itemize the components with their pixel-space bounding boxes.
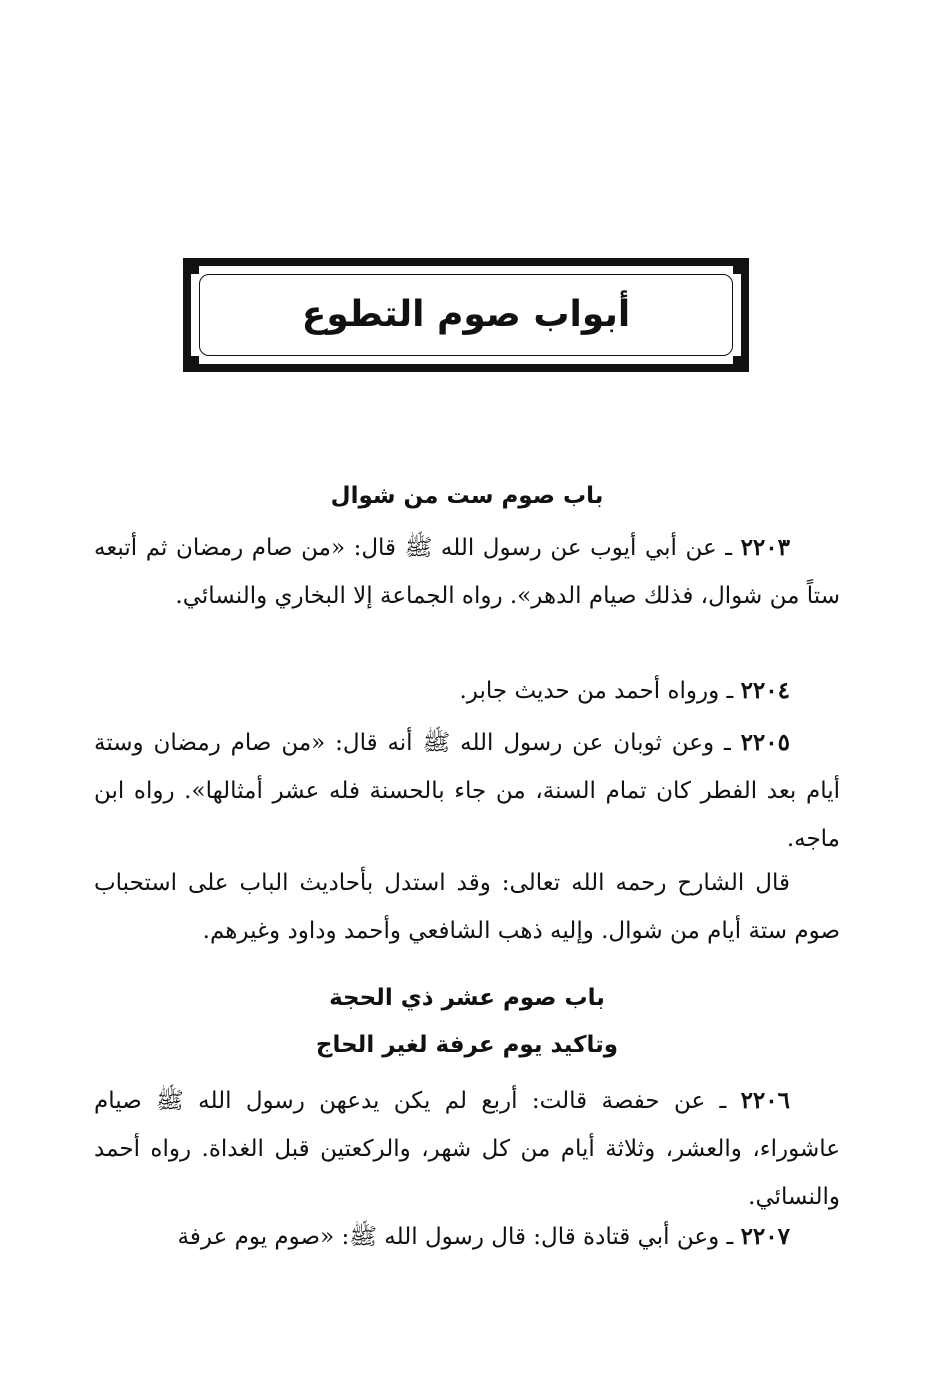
hadith-entry xyxy=(94,524,840,620)
hadith-number: ٢٢٠٥ xyxy=(740,729,790,756)
section-subheading: وتاكيد يوم عرفة لغير الحاج xyxy=(315,1032,619,1058)
hadith-number: ٢٢٠٣ xyxy=(740,534,790,561)
hadith-text: ـ وعن أبي قتادة قال: قال رسول الله ﷺ: «صوم يوم عرفة xyxy=(177,1224,741,1250)
hadith-text: ـ عن أبي أيوب عن رسول الله ﷺ قال: «من صام رمضان ثم أتبعه ستاً من شوال، فذلك صيام الدهر». رواه الجماعة إلا البخاري والنسائي. xyxy=(94,535,840,609)
hadith-text: ـ عن حفصة قالت: أربع لم يكن يدعهن رسول الله ﷺ صيام عاشوراء، والعشر، وثلاثة أيام من كل شهر، والركعتين قبل الغداة. رواه أحمد والنسائي. xyxy=(94,1088,840,1210)
commentary-paragraph xyxy=(94,859,840,955)
hadith-entry xyxy=(94,719,840,863)
chapter-title-inner-border xyxy=(199,274,733,356)
hadith-text: ـ ورواه أحمد من حديث جابر. xyxy=(459,678,741,704)
hadith-number: ٢٢٠٦ xyxy=(740,1087,790,1114)
section-heading: باب صوم ست من شوال xyxy=(330,483,604,509)
chapter-title: أبواب صوم التطوع xyxy=(301,294,631,335)
chapter-title-frame xyxy=(183,258,749,372)
hadith-number: ٢٢٠٧ xyxy=(740,1223,790,1250)
frame-corner-ornament xyxy=(189,356,199,366)
hadith-entry xyxy=(94,1213,840,1261)
hadith-entry xyxy=(94,1077,840,1221)
frame-corner-ornament xyxy=(733,356,743,366)
hadith-entry xyxy=(94,667,840,715)
section-heading: باب صوم عشر ذي الحجة xyxy=(329,985,605,1011)
frame-corner-ornament xyxy=(189,264,199,274)
commentary-text: قال الشارح رحمه الله تعالى: وقد استدل بأحاديث الباب على استحباب صوم ستة أيام من شوال. وإليه ذهب الشافعي وأحمد وداود وغيرهم. xyxy=(94,870,840,944)
hadith-number: ٢٢٠٤ xyxy=(740,677,790,704)
frame-corner-ornament xyxy=(733,264,743,274)
hadith-text: ـ وعن ثوبان عن رسول الله ﷺ أنه قال: «من صام رمضان وستة أيام بعد الفطر كان تمام السنة، من جاء بالحسنة فله عشر أمثالها». رواه ابن ماجه. xyxy=(94,730,840,852)
